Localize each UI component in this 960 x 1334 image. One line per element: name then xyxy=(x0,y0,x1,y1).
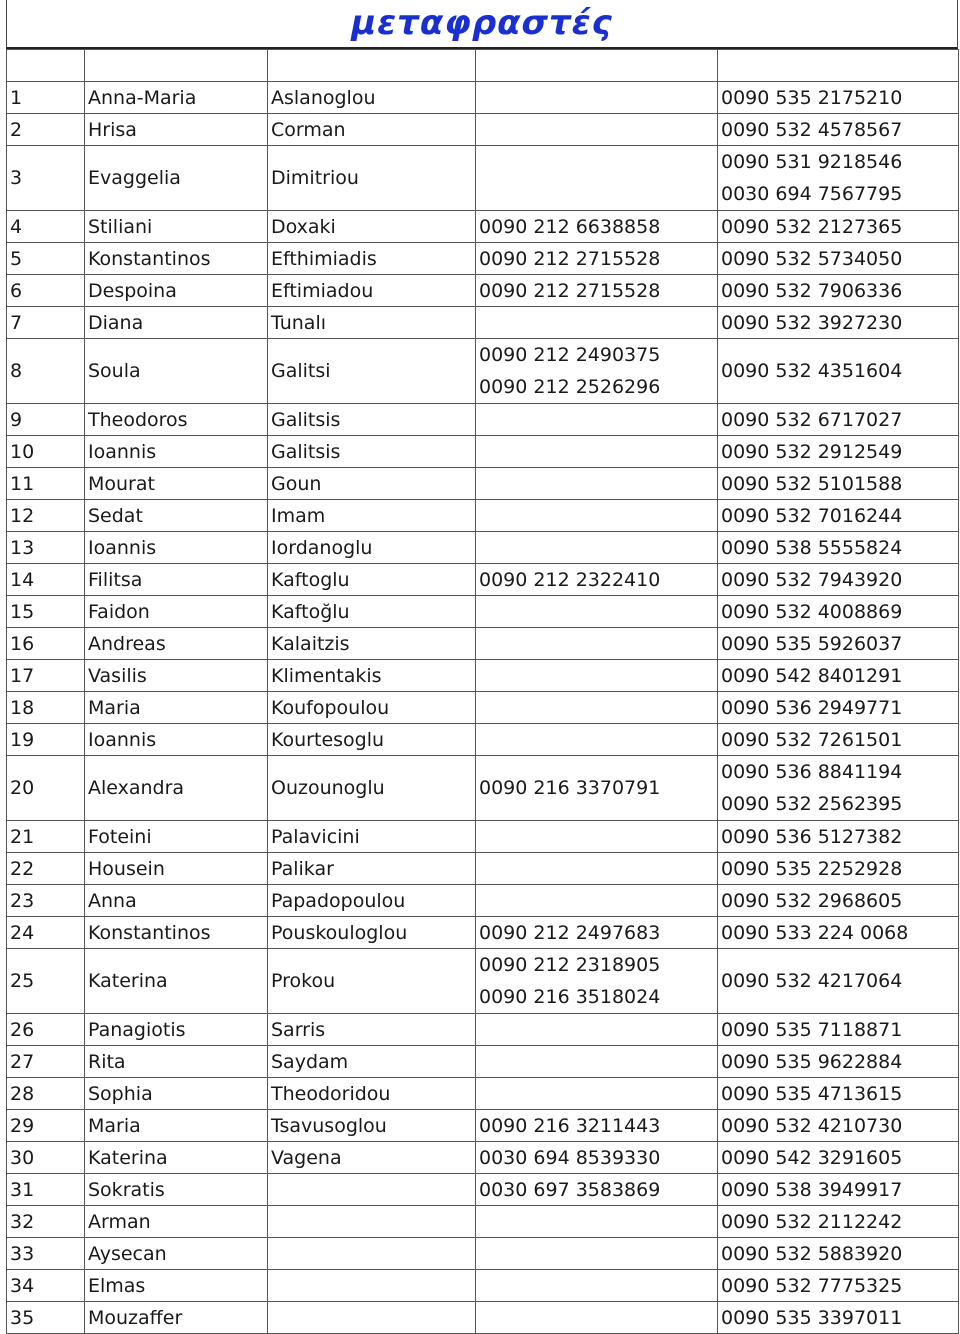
cell-last-name: Galitsis xyxy=(268,404,476,436)
cell-first-name: Ioannis xyxy=(85,724,268,756)
cell-mobile xyxy=(718,1302,959,1334)
cell-first-name: Anna xyxy=(85,885,268,917)
cell-first-name: Sophia xyxy=(85,1078,268,1110)
cell-first-name: Alexandra xyxy=(85,756,268,821)
cell-landline xyxy=(476,82,718,114)
cell-first-name: Konstantinos xyxy=(85,243,268,275)
cell-landline xyxy=(476,307,718,339)
cell-number: 28 xyxy=(7,1078,85,1110)
cell-last-name: Goun xyxy=(268,468,476,500)
cell-number: 27 xyxy=(7,1046,85,1078)
cell-mobile xyxy=(718,275,959,307)
cell-mobile xyxy=(718,243,959,275)
cell-number: 24 xyxy=(7,917,85,949)
cell-number: 22 xyxy=(7,853,85,885)
cell-last-name: Galitsi xyxy=(268,339,476,404)
cell-first-name: Anna-Maria xyxy=(85,82,268,114)
cell-number: 19 xyxy=(7,724,85,756)
header-cell xyxy=(268,50,476,82)
cell-landline xyxy=(476,1110,718,1142)
cell-last-name: Saydam xyxy=(268,1046,476,1078)
cell-mobile xyxy=(718,500,959,532)
table-row xyxy=(7,724,959,756)
title-row xyxy=(6,0,958,49)
cell-mobile xyxy=(718,1238,959,1270)
cell-mobile xyxy=(718,917,959,949)
cell-number: 30 xyxy=(7,1142,85,1174)
cell-landline-value: 0090 212 2490375 xyxy=(479,344,661,366)
cell-last-name: Prokou xyxy=(268,949,476,1014)
cell-last-name: Kaftoğlu xyxy=(268,596,476,628)
cell-landline-value: 0090 212 2715528 xyxy=(479,279,661,302)
cell-number: 26 xyxy=(7,1014,85,1046)
cell-last-name: Kourtesoglu xyxy=(268,724,476,756)
cell-mobile xyxy=(718,885,959,917)
cell-mobile xyxy=(718,82,959,114)
table-row xyxy=(7,1174,959,1206)
cell-mobile xyxy=(718,1110,959,1142)
cell-number: 16 xyxy=(7,628,85,660)
cell-first-name: Mourat xyxy=(85,468,268,500)
cell-number: 5 xyxy=(7,243,85,275)
cell-landline xyxy=(476,436,718,468)
cell-number: 20 xyxy=(7,756,85,821)
table-row xyxy=(7,1078,959,1110)
cell-landline xyxy=(476,724,718,756)
cell-first-name: Filitsa xyxy=(85,564,268,596)
cell-first-name: Konstantinos xyxy=(85,917,268,949)
cell-mobile-value: 0090 536 2949771 xyxy=(721,696,903,719)
cell-last-name: Palavicini xyxy=(268,821,476,853)
cell-last-name: Imam xyxy=(268,500,476,532)
cell-last-name: Dimitriou xyxy=(268,146,476,211)
cell-number: 9 xyxy=(7,404,85,436)
table-row xyxy=(7,436,959,468)
cell-mobile xyxy=(718,1206,959,1238)
cell-first-name: Rita xyxy=(85,1046,268,1078)
header-cell xyxy=(718,50,959,82)
cell-first-name: Arman xyxy=(85,1206,268,1238)
cell-landline xyxy=(476,404,718,436)
cell-first-name: Ioannis xyxy=(85,436,268,468)
cell-mobile-value: 0090 532 2112242 xyxy=(721,1210,903,1233)
table-row xyxy=(7,1110,959,1142)
cell-mobile xyxy=(718,692,959,724)
table-row xyxy=(7,339,959,404)
cell-mobile-value: 0090 531 9218546 xyxy=(721,151,903,173)
cell-mobile-value: 0090 535 2175210 xyxy=(721,86,903,109)
cell-number: 2 xyxy=(7,114,85,146)
table-row xyxy=(7,1014,959,1046)
cell-last-name: Sarris xyxy=(268,1014,476,1046)
cell-mobile-value: 0090 533 224 0068 xyxy=(721,921,909,944)
cell-landline xyxy=(476,532,718,564)
cell-mobile xyxy=(718,468,959,500)
cell-last-name: Aslanoglou xyxy=(268,82,476,114)
cell-landline xyxy=(476,146,718,211)
cell-first-name: Foteini xyxy=(85,821,268,853)
table-row xyxy=(7,1046,959,1078)
header-cell xyxy=(476,50,718,82)
cell-mobile xyxy=(718,853,959,885)
cell-mobile-value: 0090 536 5127382 xyxy=(721,825,903,848)
cell-mobile xyxy=(718,724,959,756)
cell-mobile xyxy=(718,1078,959,1110)
cell-landline xyxy=(476,1142,718,1174)
cell-last-name: Vagena xyxy=(268,1142,476,1174)
cell-first-name: Soula xyxy=(85,339,268,404)
cell-mobile xyxy=(718,596,959,628)
cell-number: 6 xyxy=(7,275,85,307)
table-row xyxy=(7,564,959,596)
cell-landline xyxy=(476,596,718,628)
cell-landline xyxy=(476,1046,718,1078)
cell-mobile-value: 0030 694 7567795 xyxy=(721,183,903,205)
cell-landline xyxy=(476,949,718,1014)
cell-mobile-value: 0090 532 5734050 xyxy=(721,247,903,270)
table-row xyxy=(7,1270,959,1302)
cell-mobile-value: 0090 532 5883920 xyxy=(721,1242,903,1265)
cell-landline xyxy=(476,756,718,821)
empty-header-row xyxy=(7,50,959,82)
cell-last-name xyxy=(268,1302,476,1334)
cell-first-name: Andreas xyxy=(85,628,268,660)
cell-last-name: Galitsis xyxy=(268,436,476,468)
cell-mobile-value: 0090 532 6717027 xyxy=(721,408,903,431)
cell-number: 1 xyxy=(7,82,85,114)
table-row xyxy=(7,1142,959,1174)
cell-number: 35 xyxy=(7,1302,85,1334)
cell-last-name xyxy=(268,1238,476,1270)
cell-landline-value: 0090 216 3211443 xyxy=(479,1114,661,1137)
cell-landline-value: 0030 697 3583869 xyxy=(479,1178,661,1201)
cell-mobile-value: 0090 538 5555824 xyxy=(721,536,903,559)
cell-last-name: Klimentakis xyxy=(268,660,476,692)
table-row xyxy=(7,243,959,275)
cell-last-name: Ouzounoglu xyxy=(268,756,476,821)
cell-mobile xyxy=(718,1142,959,1174)
table-body xyxy=(7,50,959,1334)
cell-landline xyxy=(476,1238,718,1270)
cell-number: 17 xyxy=(7,660,85,692)
cell-mobile-value: 0090 532 7943920 xyxy=(721,568,903,591)
cell-first-name: Theodoros xyxy=(85,404,268,436)
cell-first-name: Despoina xyxy=(85,275,268,307)
cell-mobile-value: 0090 532 7261501 xyxy=(721,728,903,751)
cell-landline xyxy=(476,1206,718,1238)
cell-number: 3 xyxy=(7,146,85,211)
cell-last-name: Tunalı xyxy=(268,307,476,339)
cell-landline xyxy=(476,564,718,596)
table-row xyxy=(7,1206,959,1238)
cell-last-name: Doxaki xyxy=(268,211,476,243)
cell-mobile xyxy=(718,821,959,853)
cell-mobile xyxy=(718,211,959,243)
cell-landline xyxy=(476,500,718,532)
cell-landline-value: 0090 212 2322410 xyxy=(479,568,661,591)
cell-mobile-value: 0090 532 2562395 xyxy=(721,793,903,815)
cell-mobile xyxy=(718,307,959,339)
table-row xyxy=(7,146,959,211)
cell-landline xyxy=(476,1302,718,1334)
cell-first-name: Elmas xyxy=(85,1270,268,1302)
cell-landline xyxy=(476,243,718,275)
table-row xyxy=(7,500,959,532)
cell-mobile xyxy=(718,114,959,146)
cell-last-name: Eftimiadou xyxy=(268,275,476,307)
cell-landline xyxy=(476,1014,718,1046)
cell-number: 8 xyxy=(7,339,85,404)
cell-number: 32 xyxy=(7,1206,85,1238)
cell-mobile xyxy=(718,564,959,596)
table-row xyxy=(7,1302,959,1334)
cell-mobile xyxy=(718,1174,959,1206)
cell-mobile-value: 0090 532 2912549 xyxy=(721,440,903,463)
table-row xyxy=(7,211,959,243)
cell-mobile-value: 0090 532 4210730 xyxy=(721,1114,903,1137)
cell-mobile xyxy=(718,1270,959,1302)
cell-number: 15 xyxy=(7,596,85,628)
cell-mobile-value: 0090 542 8401291 xyxy=(721,664,903,687)
cell-mobile-value: 0090 542 3291605 xyxy=(721,1146,903,1169)
cell-first-name: Stiliani xyxy=(85,211,268,243)
header-cell xyxy=(7,50,85,82)
cell-mobile-value: 0090 538 3949917 xyxy=(721,1178,903,1201)
cell-mobile-value: 0090 532 7775325 xyxy=(721,1274,903,1297)
cell-landline xyxy=(476,628,718,660)
header-cell xyxy=(85,50,268,82)
cell-last-name: Papadopoulou xyxy=(268,885,476,917)
cell-last-name: Corman xyxy=(268,114,476,146)
cell-mobile-value: 0090 532 2968605 xyxy=(721,889,903,912)
cell-mobile-value: 0090 535 7118871 xyxy=(721,1018,903,1041)
cell-mobile-value: 0090 536 8841194 xyxy=(721,761,903,783)
cell-first-name: Sokratis xyxy=(85,1174,268,1206)
spreadsheet xyxy=(6,0,958,1334)
cell-landline xyxy=(476,1174,718,1206)
table-row xyxy=(7,949,959,1014)
cell-number: 23 xyxy=(7,885,85,917)
cell-mobile-value: 0090 535 9622884 xyxy=(721,1050,903,1073)
cell-first-name: Maria xyxy=(85,692,268,724)
cell-mobile-value: 0090 535 5926037 xyxy=(721,632,903,655)
cell-number: 7 xyxy=(7,307,85,339)
cell-mobile-value: 0090 532 4578567 xyxy=(721,118,903,141)
cell-mobile xyxy=(718,1014,959,1046)
cell-landline-value: 0090 216 3518024 xyxy=(479,986,661,1008)
cell-landline xyxy=(476,692,718,724)
cell-last-name: Theodoridou xyxy=(268,1078,476,1110)
cell-first-name: Katerina xyxy=(85,1142,268,1174)
cell-last-name: Iordanoglu xyxy=(268,532,476,564)
cell-mobile xyxy=(718,532,959,564)
cell-last-name: Kalaitzis xyxy=(268,628,476,660)
cell-first-name: Katerina xyxy=(85,949,268,1014)
cell-landline xyxy=(476,821,718,853)
cell-mobile xyxy=(718,436,959,468)
cell-number: 31 xyxy=(7,1174,85,1206)
cell-landline xyxy=(476,211,718,243)
cell-mobile xyxy=(718,404,959,436)
table-row xyxy=(7,82,959,114)
table-row xyxy=(7,885,959,917)
cell-first-name: Sedat xyxy=(85,500,268,532)
table-row xyxy=(7,275,959,307)
cell-number: 29 xyxy=(7,1110,85,1142)
cell-last-name: Palikar xyxy=(268,853,476,885)
cell-first-name: Maria xyxy=(85,1110,268,1142)
cell-landline xyxy=(476,660,718,692)
table-row xyxy=(7,692,959,724)
cell-mobile xyxy=(718,1046,959,1078)
table-row xyxy=(7,596,959,628)
cell-mobile xyxy=(718,339,959,404)
cell-landline xyxy=(476,339,718,404)
table-row xyxy=(7,917,959,949)
cell-landline xyxy=(476,917,718,949)
cell-first-name: Mouzaffer xyxy=(85,1302,268,1334)
cell-first-name: Panagiotis xyxy=(85,1014,268,1046)
cell-last-name xyxy=(268,1270,476,1302)
cell-landline xyxy=(476,114,718,146)
cell-number: 18 xyxy=(7,692,85,724)
cell-mobile xyxy=(718,146,959,211)
cell-number: 25 xyxy=(7,949,85,1014)
cell-landline-value: 0090 212 6638858 xyxy=(479,215,661,238)
cell-landline-value: 0090 212 2526296 xyxy=(479,376,661,398)
cell-landline xyxy=(476,468,718,500)
cell-landline xyxy=(476,853,718,885)
cell-mobile-value: 0090 532 4217064 xyxy=(721,970,903,992)
table-row xyxy=(7,756,959,821)
cell-first-name: Aysecan xyxy=(85,1238,268,1270)
cell-landline-value: 0030 694 8539330 xyxy=(479,1146,661,1169)
page-title: μεταφραστές xyxy=(351,3,613,43)
cell-mobile-value: 0090 532 7906336 xyxy=(721,279,903,302)
table-row xyxy=(7,660,959,692)
cell-number: 34 xyxy=(7,1270,85,1302)
cell-mobile-value: 0090 535 2252928 xyxy=(721,857,903,880)
table-row xyxy=(7,307,959,339)
cell-first-name: Diana xyxy=(85,307,268,339)
cell-mobile xyxy=(718,756,959,821)
cell-mobile xyxy=(718,628,959,660)
cell-last-name xyxy=(268,1206,476,1238)
cell-first-name: Housein xyxy=(85,853,268,885)
cell-number: 14 xyxy=(7,564,85,596)
cell-last-name: Koufopoulou xyxy=(268,692,476,724)
table-row xyxy=(7,468,959,500)
cell-number: 33 xyxy=(7,1238,85,1270)
cell-mobile xyxy=(718,949,959,1014)
table-row xyxy=(7,532,959,564)
table-row xyxy=(7,1238,959,1270)
table-row xyxy=(7,853,959,885)
table-row xyxy=(7,114,959,146)
cell-last-name: Kaftoglu xyxy=(268,564,476,596)
cell-first-name: Faidon xyxy=(85,596,268,628)
translators-table xyxy=(6,49,959,1334)
cell-landline-value: 0090 212 2715528 xyxy=(479,247,661,270)
cell-landline-value: 0090 216 3370791 xyxy=(479,777,661,799)
cell-mobile-value: 0090 532 7016244 xyxy=(721,504,903,527)
table-row xyxy=(7,404,959,436)
cell-last-name xyxy=(268,1174,476,1206)
cell-first-name: Vasilis xyxy=(85,660,268,692)
cell-number: 12 xyxy=(7,500,85,532)
cell-first-name: Ioannis xyxy=(85,532,268,564)
cell-number: 13 xyxy=(7,532,85,564)
table-row xyxy=(7,821,959,853)
cell-landline-value: 0090 212 2497683 xyxy=(479,921,661,944)
cell-mobile-value: 0090 535 3397011 xyxy=(721,1306,903,1329)
cell-last-name: Tsavusoglou xyxy=(268,1110,476,1142)
cell-mobile-value: 0090 535 4713615 xyxy=(721,1082,903,1105)
cell-landline xyxy=(476,1270,718,1302)
cell-last-name: Pouskouloglou xyxy=(268,917,476,949)
cell-number: 4 xyxy=(7,211,85,243)
cell-mobile-value: 0090 532 5101588 xyxy=(721,472,903,495)
cell-mobile-value: 0090 532 3927230 xyxy=(721,311,903,334)
cell-landline xyxy=(476,1078,718,1110)
cell-landline xyxy=(476,275,718,307)
cell-mobile xyxy=(718,660,959,692)
table-row xyxy=(7,628,959,660)
cell-landline-value: 0090 212 2318905 xyxy=(479,954,661,976)
cell-mobile-value: 0090 532 4351604 xyxy=(721,360,903,382)
cell-first-name: Hrisa xyxy=(85,114,268,146)
cell-number: 10 xyxy=(7,436,85,468)
cell-number: 21 xyxy=(7,821,85,853)
cell-number: 11 xyxy=(7,468,85,500)
cell-last-name: Efthimiadis xyxy=(268,243,476,275)
cell-mobile-value: 0090 532 2127365 xyxy=(721,215,903,238)
cell-first-name: Evaggelia xyxy=(85,146,268,211)
cell-landline xyxy=(476,885,718,917)
cell-mobile-value: 0090 532 4008869 xyxy=(721,600,903,623)
